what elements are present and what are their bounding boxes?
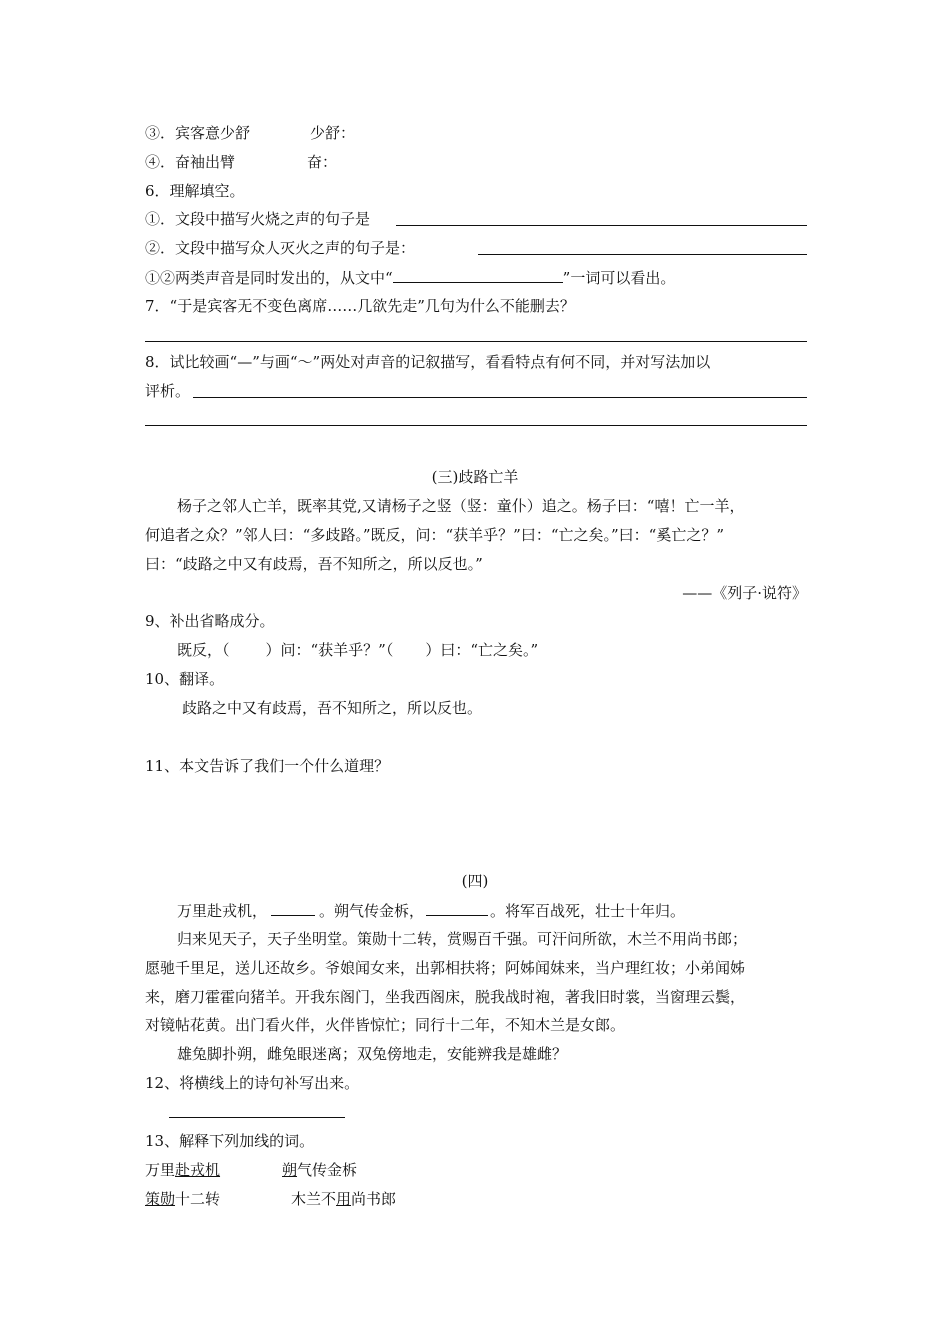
q6-item-1: ①．文段中描写火烧之声的句子是: [145, 210, 371, 228]
section-4-line-1-a: 万里赴戎机，: [177, 902, 268, 920]
section-4-blank-1[interactable]: [271, 900, 315, 916]
q5-item-4-text: ④．奋袖出臂: [145, 153, 236, 171]
q5-item-3: [145, 123, 355, 143]
q5-item-4-word: 奋：: [307, 153, 338, 171]
section-4-blank-2[interactable]: [426, 900, 488, 916]
q13-row-1-item-2: [282, 1160, 357, 1180]
q8-question-line-1: 8．试比较画“—”与画“～”两处对声音的记叙描写，看看特点有何不同，并对写法加以: [145, 353, 711, 371]
q6-item-2-answer-line[interactable]: [478, 254, 807, 255]
q13-r2i2-pre: 木兰不: [291, 1190, 337, 1208]
q9-part-1: 既反，（: [177, 641, 230, 659]
section-4-para-2-line-3: 来，磨刀霍霍向猪羊。开我东阁门，坐我西阁床，脱我战时袍，著我旧时裳，当窗理云鬓，: [145, 988, 746, 1006]
q10-title: 10、翻译。: [145, 670, 225, 688]
q12-answer-line[interactable]: [169, 1117, 345, 1118]
section-3-para-line-1: 杨子之邻人亡羊，既率其党,又请杨子之竖（竖：童仆）追之。杨子曰：“嘻！亡一羊，: [177, 497, 745, 515]
section-4-line-1-c: 。将军百战死，壮士十年归。: [490, 902, 686, 920]
q5-item-4: [145, 152, 337, 172]
q13-row-2-item-1: [145, 1189, 220, 1209]
section-4-title: (四): [461, 872, 489, 890]
q6-item-3-pre: ①②两类声音是同时发出的，从文中“: [145, 269, 393, 287]
q13-r1i1-underlined-2: 戎机: [190, 1161, 221, 1179]
section-3-para-line-2: 何追者之众？”邻人曰：“多歧路。”既反，问：“获羊乎？”曰：“亡之矣。”曰：“奚亡之？”: [145, 526, 725, 544]
q9-part-3: ）曰：“亡之矣。”: [425, 641, 539, 659]
section-4-para-3: 雄兔脚扑朔，雌兔眼迷离；双兔傍地走，安能辨我是雄雌？: [177, 1045, 568, 1063]
q11-title: 11、本文告诉了我们一个什么道理？: [145, 757, 390, 775]
q7-question: 7．“于是宾客无不变色离席……几欲先走”几句为什么不能删去？: [145, 297, 575, 315]
q8-answer-line-2[interactable]: [145, 425, 807, 426]
q9-part-2: ）问：“获羊乎？”（: [265, 641, 394, 659]
q5-item-3-word: 少舒：: [310, 124, 356, 142]
q13-row-2-item-2: [291, 1189, 396, 1209]
section-4-para-2-line-2: 愿驰千里足，送儿还故乡。爷娘闻女来，出郭相扶将；阿姊闻妹来，当户理红妆；小弟闻姊: [145, 959, 746, 977]
q12-title: 12、将横线上的诗句补写出来。: [145, 1074, 360, 1092]
section-3-title: (三)歧路亡羊: [431, 468, 519, 486]
section-4-para-2-line-4: 对镜帖花黄。出门看火伴，火伴皆惊忙；同行十二年，不知木兰是女郎。: [145, 1016, 626, 1034]
q13-r2i1-post: 十二转: [175, 1190, 221, 1208]
section-4-line-1-b: 。朔气传金柝，: [319, 902, 425, 920]
q13-title: 13、解释下列加线的词。: [145, 1132, 315, 1150]
q9-title: 9、补出省略成分。: [145, 612, 275, 630]
q8-answer-line-1[interactable]: [193, 397, 807, 398]
q6-item-1-answer-line[interactable]: [396, 225, 807, 226]
q6-item-3: [145, 267, 675, 288]
q5-item-3-text: ③．宾客意少舒: [145, 124, 251, 142]
q13-r2i2-post: 尚书郎: [351, 1190, 397, 1208]
q6-item-3-blank[interactable]: [393, 267, 563, 283]
q13-r1i2-underlined: 朔: [282, 1161, 298, 1179]
q10-sentence: 歧路之中又有歧焉，吾不知所之，所以反也。: [182, 699, 483, 717]
q6-title: 6．理解填空。: [145, 182, 245, 200]
q13-r1i2-post: 气传金柝: [297, 1161, 358, 1179]
q13-r1i1-pre: 万里: [145, 1161, 176, 1179]
q13-r2i1-underlined: 策勋: [145, 1190, 176, 1208]
q8-question-line-2: 评析。: [145, 382, 191, 400]
q9-sentence: [177, 640, 538, 660]
section-4-para-2-line-1: 归来见天子，天子坐明堂。策勋十二转，赏赐百千强。可汗问所欲，木兰不用尚书郎；: [177, 930, 748, 948]
q7-answer-line[interactable]: [145, 341, 807, 342]
q13-row-1-item-1: [145, 1160, 220, 1180]
q6-item-3-post: ”一词可以看出。: [562, 269, 676, 287]
section-4-line-1: [177, 900, 685, 921]
q13-r1i1-underlined-1: 赴: [175, 1161, 191, 1179]
q13-r2i2-underlined: 用: [336, 1190, 352, 1208]
section-3-para-line-3: 曰：“歧路之中又有歧焉，吾不知所之，所以反也。”: [145, 555, 483, 573]
q6-item-2: ②．文段中描写众人灭火之声的句子是：: [145, 239, 416, 257]
section-3-source: ——《列子·说符》: [682, 584, 807, 602]
